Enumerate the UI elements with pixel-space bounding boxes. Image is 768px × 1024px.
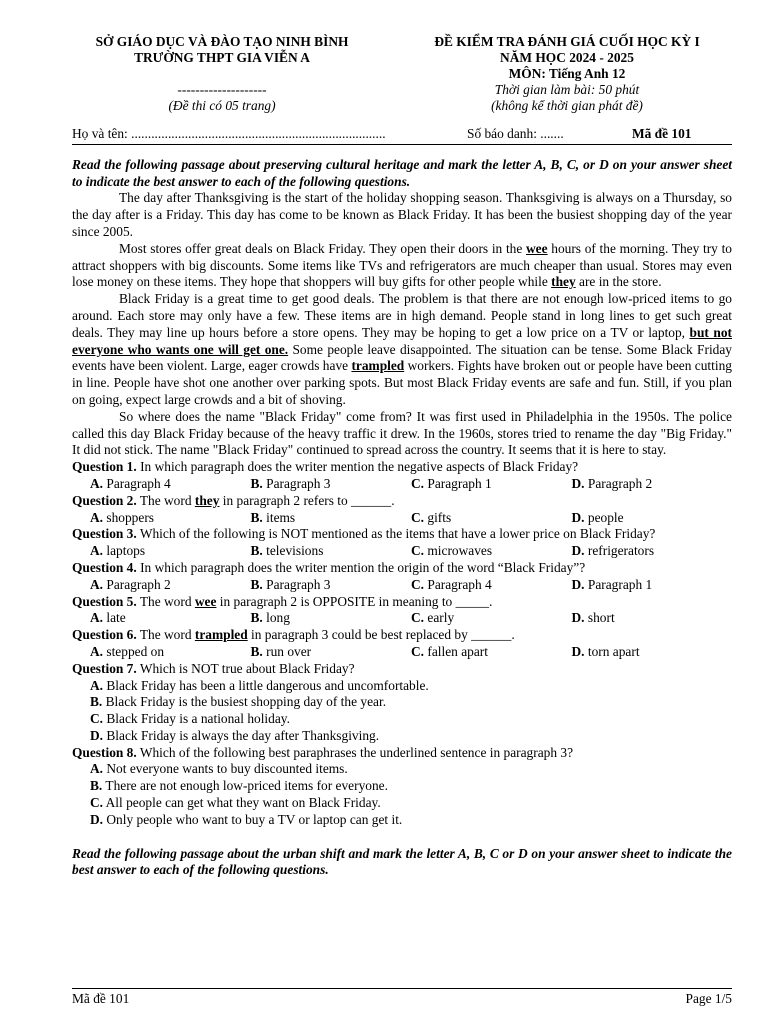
answer-option: C. Paragraph 4: [411, 576, 492, 592]
question-6: Question 6. The word trampled in paragraph 3 could be best replaced by ______.: [72, 627, 515, 643]
answer-option: C. fallen apart: [411, 643, 488, 659]
question-2-options: [72, 510, 732, 527]
underlined-word-wee: wee: [526, 240, 548, 256]
underlined-word: they: [194, 492, 220, 508]
subject: MÔN: Tiếng Anh 12: [508, 66, 626, 81]
answer-option: A. Paragraph 4: [90, 475, 171, 491]
header-dashes: --------------------: [177, 82, 267, 97]
answer-option: C. early: [411, 610, 455, 626]
answer-option: A. Not everyone wants to buy discounted items.: [90, 761, 348, 777]
answer-option: D. Black Friday is always the day after Thanksgiving.: [90, 727, 380, 743]
underlined-word: trampled: [194, 627, 248, 643]
answer-option: A. Black Friday has been a little dangerous and uncomfortable.: [90, 677, 429, 693]
answer-option: D. Only people who want to buy a TV or laptop can get it.: [90, 811, 403, 827]
question-3: Question 3. Which of the following is NOT mentioned as the items that have a lower price on Black Friday?: [72, 526, 656, 542]
question-2: Question 2. The word they in paragraph 2 refers to ______.: [72, 492, 395, 508]
department-name: SỞ GIÁO DỤC VÀ ĐÀO TẠO NINH BÌNH: [95, 34, 349, 49]
passage-paragraph-3: Black Friday is a great time to get good deals. The problem is that there are not enough low-priced items to go around. Each store may only have a few. These items are in high demand. People stand in long lines to get such great deals. They may line up hours before a store opens. They may be hoping to get a low price on a TV or laptop, but not everyone who wants one will get one. Some people leave disappointed. The situation can be tense. Some Black Friday events have been violent. Large, eager crowds have trampled workers. Fights have broken out or people have been cutting in line. People have shot one another over parking spots. But most Black Friday events are safe and fun. Still, if you plan on going, expect large crowds and a bit of shoving.: [72, 291, 732, 407]
page-footer: [72, 988, 732, 1008]
answer-option: A. late: [90, 610, 126, 626]
answer-option: C. Paragraph 1: [411, 475, 492, 491]
footer-exam-code: Mã đề 101: [72, 991, 130, 1006]
header-left: [72, 34, 372, 114]
answer-option: B. Black Friday is the busiest shopping day of the year.: [90, 694, 387, 710]
pages-note: (Đề thi có 05 trang): [168, 98, 276, 113]
answer-option: D. Paragraph 2: [571, 475, 653, 491]
footer-page-number: Page 1/5: [685, 991, 732, 1006]
passage-paragraph-4: So where does the name "Black Friday" come from? It was first used in Philadelphia in the 1950s. The police called this day Black Friday because of the heavy traffic it drew. In the 1960s, stores tried to rename the day "Big Friday." It did not stick. The name "Black Friday" continued to spread across the country. It seems that it is here to stay.: [72, 408, 732, 458]
school-name: TRƯỜNG THPT GIA VIỄN A: [134, 50, 310, 65]
question-7-options: [72, 678, 732, 745]
question-4: Question 4. In which paragraph does the writer mention the origin of the word “Black Friday”?: [72, 559, 586, 575]
question-list: [72, 459, 732, 661]
answer-option: A. laptops: [90, 543, 146, 559]
answer-option: C. microwaves: [411, 543, 493, 559]
exam-page: [72, 34, 732, 879]
candidate-info-row: [72, 126, 732, 145]
school-year: NĂM HỌC 2024 - 2025: [500, 50, 634, 65]
answer-option: B. long: [250, 610, 290, 626]
candidate-name-field: Họ và tên: ............................................................................: [72, 126, 386, 141]
question-5-options: [72, 610, 732, 627]
duration: Thời gian làm bài: 50 phút: [494, 82, 640, 97]
answer-option: B. run over: [250, 643, 312, 659]
passage-paragraph-1: The day after Thanksgiving is the start of the holiday shopping season. Thanksgiving is always on a Thursday, so the day after is a Friday. This day has come to be known as Black Friday. It has been the busiest shopping day of the year since 2005.: [72, 190, 732, 239]
answer-option: B. televisions: [250, 543, 324, 559]
candidate-number-field: Số báo danh: .......: [467, 126, 564, 141]
answer-option: C. Black Friday is a national holiday.: [90, 711, 290, 727]
answer-option: D. people: [571, 509, 624, 525]
exam-code: Mã đề 101: [632, 126, 692, 141]
underlined-word-trampled: trampled: [351, 358, 405, 374]
question-7: Question 7. Which is NOT true about Black Friday?: [72, 660, 355, 676]
section2-instruction: Read the following passage about the urban shift and mark the letter A, B, C or D on your answer sheet to indicate the best answer to each of the following questions.: [72, 845, 732, 878]
question-4-options: [72, 577, 732, 594]
question-5: Question 5. The word wee in paragraph 2 is OPPOSITE in meaning to _____.: [72, 593, 493, 609]
header-right: [402, 34, 732, 114]
answer-option: A. shoppers: [90, 509, 154, 525]
section1-instruction: Read the following passage about preserving cultural heritage and mark the letter A, B, C, or D on your answer sheet to indicate the best answer to each of the following questions.: [72, 156, 732, 189]
passage-paragraph-2: Most stores offer great deals on Black Friday. They open their doors in the wee hours of the morning. They try to attract shoppers with big discounts. Some items like TVs and refrigerators are much cheaper than usual. Stores may even lose money on these items. They hope that shoppers will buy gifts for other people while they are in the store.: [72, 240, 732, 290]
answer-option: B. Paragraph 3: [250, 475, 331, 491]
answer-option: D. torn apart: [571, 643, 640, 659]
question-8: Question 8. Which of the following best paraphrases the underlined sentence in paragraph 3?: [72, 744, 574, 760]
question-1: Question 1. In which paragraph does the writer mention the negative aspects of Black Friday?: [72, 459, 579, 475]
underlined-word: wee: [194, 593, 217, 609]
underlined-sentence: but not everyone who wants one will get one.: [72, 324, 732, 357]
answer-option: D. short: [571, 610, 615, 626]
answer-option: B. items: [250, 509, 296, 525]
answer-option: A. Paragraph 2: [90, 576, 171, 592]
question-3-options: [72, 543, 732, 560]
question-8-options: [72, 761, 732, 828]
answer-option: C. gifts: [411, 509, 452, 525]
exam-title: ĐỀ KIỂM TRA ĐÁNH GIÁ CUỐI HỌC KỲ I: [434, 34, 700, 49]
answer-option: D. refrigerators: [571, 543, 655, 559]
underlined-word-they: they: [551, 274, 576, 290]
answer-option: A. stepped on: [90, 643, 165, 659]
exam-header: [72, 34, 732, 114]
answer-option: B. Paragraph 3: [250, 576, 331, 592]
answer-option: D. Paragraph 1: [571, 576, 653, 592]
question-1-options: [72, 476, 732, 493]
answer-option: C. All people can get what they want on Black Friday.: [90, 795, 381, 811]
duration-note: (không kể thời gian phát đề): [491, 98, 643, 113]
answer-option: B. There are not enough low-priced items for everyone.: [90, 778, 388, 794]
question-6-options: [72, 644, 732, 661]
